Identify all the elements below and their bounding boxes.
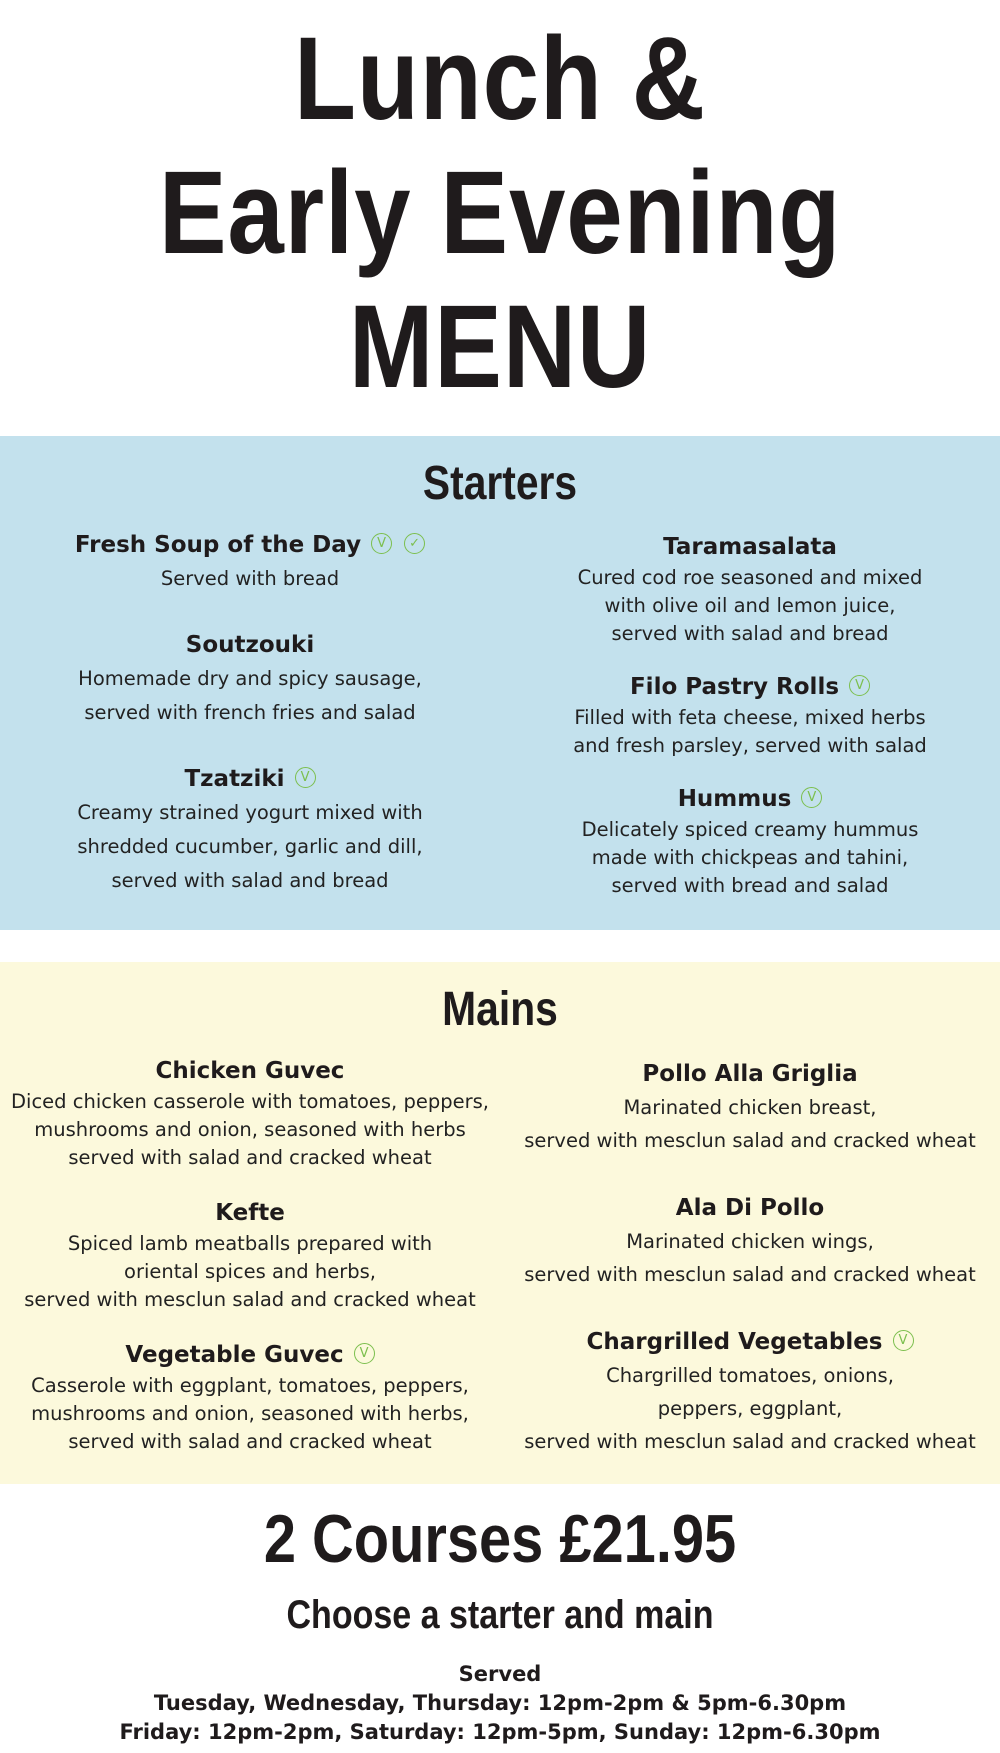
starters-right-column	[500, 530, 1000, 900]
item-desc-line: served with salad and cracked wheat	[68, 1430, 432, 1453]
item-desc-line: Spiced lamb meatballs prepared with	[67, 1232, 433, 1255]
starters-left-column	[0, 528, 500, 898]
vegetarian-icon: V	[893, 1330, 914, 1351]
item-desc-line: mushrooms and onion, seasoned with herbs	[34, 1118, 466, 1141]
item-name: Pollo Alla Griglia	[642, 1061, 858, 1087]
item-name: Soutzouki	[185, 632, 315, 658]
item-name: Taramasalata	[663, 534, 837, 560]
item-desc-line: made with chickpeas and tahini,	[591, 846, 909, 869]
item-desc-line: served with mesclun salad and cracked wheat	[524, 1430, 976, 1453]
item-desc-line: served with salad and bread	[111, 869, 389, 892]
item-desc-line: Delicately spiced creamy hummus	[581, 818, 919, 841]
vegetarian-icon: V	[295, 767, 316, 788]
vegetarian-icon: V	[801, 787, 822, 808]
starters-heading: Starters	[422, 457, 578, 510]
item-name: Kefte	[215, 1200, 285, 1226]
item-desc-line: peppers, eggplant,	[657, 1397, 843, 1420]
mains-right-column	[500, 1057, 1000, 1458]
menu-item	[0, 1054, 500, 1172]
vegan-icon: ✓	[404, 533, 425, 554]
item-desc-line: served with mesclun salad and cracked wheat	[524, 1263, 976, 1286]
offer-subtitle: Choose a starter and main	[286, 1593, 714, 1637]
mains-heading: Mains	[442, 983, 558, 1036]
menu-item	[0, 528, 500, 596]
item-desc-line: and fresh parsley, served with salad	[573, 734, 927, 757]
menu-item	[0, 1196, 500, 1314]
menu-item	[500, 782, 1000, 900]
item-desc-line: served with salad and bread	[611, 622, 889, 645]
item-desc-line: mushrooms and onion, seasoned with herbs,	[31, 1402, 469, 1425]
item-desc-line: Diced chicken casserole with tomatoes, peppers,	[11, 1090, 489, 1113]
menu-item	[500, 670, 1000, 760]
item-desc-line: oriental spices and herbs,	[124, 1260, 376, 1283]
item-name: Tzatziki	[184, 766, 285, 792]
item-desc-line: Cured cod roe seasoned and mixed	[577, 566, 923, 589]
menu-item	[0, 628, 500, 730]
item-desc-line: Filled with feta cheese, mixed herbs	[574, 706, 926, 729]
title-line-2: Early Evening	[158, 147, 842, 279]
menu-item	[500, 1191, 1000, 1291]
item-name: Ala Di Pollo	[675, 1195, 825, 1221]
served-line-2: Friday: 12pm-2pm, Saturday: 12pm-5pm, Sunday: 12pm-6.30pm	[119, 1720, 881, 1744]
menu-title	[70, 0, 930, 414]
menu-item	[500, 1325, 1000, 1458]
item-name: Chargrilled Vegetables	[586, 1329, 883, 1355]
item-name: Filo Pastry Rolls	[629, 674, 840, 700]
item-desc-line: Served with bread	[160, 567, 340, 590]
item-desc-line: shredded cucumber, garlic and dill,	[77, 835, 423, 858]
item-desc-line: Homemade dry and spicy sausage,	[78, 667, 422, 690]
menu-item	[500, 1057, 1000, 1157]
item-name: Vegetable Guvec	[125, 1342, 344, 1368]
item-name: Hummus	[677, 786, 792, 812]
item-desc-line: with olive oil and lemon juice,	[604, 594, 896, 617]
item-name: Chicken Guvec	[155, 1058, 345, 1084]
item-desc-line: Creamy strained yogurt mixed with	[77, 801, 423, 824]
item-desc-line: served with mesclun salad and cracked wheat	[524, 1129, 976, 1152]
mains-left-column	[0, 1054, 500, 1456]
item-desc-line: served with bread and salad	[611, 874, 889, 897]
item-name: Fresh Soup of the Day	[74, 532, 362, 558]
price-heading: 2 Courses £21.95	[263, 1501, 737, 1577]
served-label: Served	[458, 1662, 542, 1686]
item-desc-line: served with mesclun salad and cracked wheat	[24, 1288, 476, 1311]
item-desc-line: served with french fries and salad	[84, 701, 416, 724]
title-line-1: Lunch &	[294, 13, 706, 145]
vegetarian-icon: V	[849, 675, 870, 696]
item-desc-line: Marinated chicken breast,	[623, 1096, 877, 1119]
menu-item	[0, 1338, 500, 1456]
item-desc-line: Casserole with eggplant, tomatoes, peppers,	[31, 1374, 469, 1397]
served-line-1: Tuesday, Wednesday, Thursday: 12pm-2pm & 5pm-6.30pm	[153, 1691, 847, 1715]
vegetarian-icon: V	[354, 1343, 375, 1364]
item-desc-line: served with salad and cracked wheat	[68, 1146, 432, 1169]
item-desc-line: Marinated chicken wings,	[626, 1230, 874, 1253]
vegetarian-icon: V	[371, 533, 392, 554]
menu-item	[0, 762, 500, 898]
served-times	[0, 1660, 1000, 1747]
title-line-3: MENU	[348, 281, 652, 413]
menu-item	[500, 530, 1000, 648]
item-desc-line: Chargrilled tomatoes, onions,	[606, 1364, 894, 1387]
